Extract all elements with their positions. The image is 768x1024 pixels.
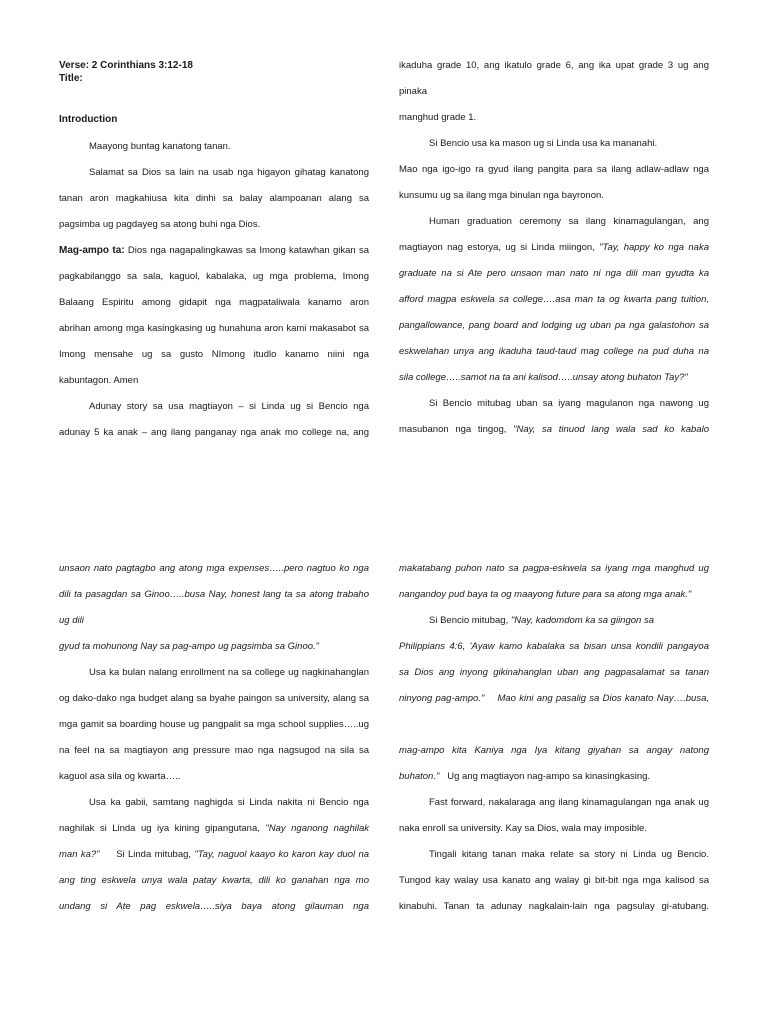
quote-line: eskwelahan unya ang ikaduha taud-taud mag college na pud duha na	[399, 346, 709, 357]
body-text: Si Linda mitubag,	[99, 849, 195, 860]
quote-line: dili ta pasagdan sa Ginoo…..busa Nay, honest lang ta sa atong trabaho	[59, 589, 369, 600]
body-line: Human graduation ceremony sa ilang kinamagulangan, ang	[429, 216, 709, 227]
body-line: pinaka	[399, 86, 427, 97]
body-line	[399, 771, 650, 783]
body-line	[399, 242, 709, 254]
quote-text: man ka?"	[59, 849, 100, 860]
quote-line: afford magpa eskwela sa college….asa man ta og kwarta pang tuition,	[399, 294, 709, 305]
body-line: na feel na sa magtiayon ang pressure mao nga nagsugod na sila sa	[59, 745, 369, 756]
title-label: Title:	[59, 73, 83, 84]
body-line: Usa ka bulan nalang enrollment na sa college ug nagkinahanglan	[89, 667, 369, 678]
quote-line: ug dili	[59, 615, 84, 626]
prayer-label: Mag-ampo ta:	[59, 245, 125, 256]
body-line: Imong mensahe ug sa gusto NImong itudlo kanamo niini nga	[59, 349, 369, 360]
body-line: tanan aron magkahiusa kita dinhi sa balay alampoanan alang sa	[59, 193, 369, 204]
body-line	[399, 424, 709, 436]
body-line: abrihan among mga kasingkasing ug hunahuna aron kami makasabot sa	[59, 323, 369, 334]
quote-line: Philippians 4:6, 'Ayaw kamo kabalaka sa bisan unsa kondili pangayoa	[399, 641, 709, 652]
body-line: Si Bencio mitubag uban sa iyang magulanon nga nawong ug	[429, 398, 709, 409]
body-line: og dako-dako nga budget alang sa byahe paingon sa university, alang sa	[59, 693, 369, 704]
body-line: kinabuhi. Tanan ta adunay nagkalain-lain nga pagsulay gi-atubang.	[399, 901, 709, 912]
body-text: Si Bencio mitubag,	[429, 615, 511, 626]
greeting-line: Maayong buntag kanatong tanan.	[89, 141, 231, 152]
body-line	[429, 615, 654, 627]
verse-reference: Verse: 2 Corinthians 3:12-18	[59, 60, 193, 71]
body-line: Mao nga igo-igo ra gyud ilang pangita para sa ilang adlaw-adlaw nga	[399, 164, 709, 175]
quote-text: buhaton."	[399, 771, 440, 782]
introduction-heading: Introduction	[59, 114, 118, 125]
body-text: masubanon nga tingog,	[399, 424, 514, 435]
quote-text: "Nay, sa tinuod lang wala sad ko kabalo	[513, 424, 709, 435]
body-line: Balaang Espiritu among gidapit nga magpataliwala kanamo aron	[59, 297, 369, 308]
quote-text: ninyong pag-ampo."	[399, 693, 485, 704]
body-line: adunay 5 ka anak – ang ilang panganay nga anak mo college na, ang	[59, 427, 369, 438]
quote-line: graduate na si Ate pero unsaon man nato ni nga dili man gyudta ka	[399, 268, 709, 279]
body-line: Usa ka gabii, samtang naghigda si Linda nakita ni Bencio nga	[89, 797, 369, 808]
body-line: kaguol asa sila og kwarta…..	[59, 771, 181, 782]
body-line: Tungod kay walay usa kanato ang walay gi bit-bit nga mga kalisod sa	[399, 875, 709, 886]
quote-line: makatabang puhon nato sa pagpa-eskwela sa iyang mga manghud ug	[399, 563, 709, 574]
quote-line: gyud ta mohunong Nay sa pag-ampo ug pagsimba sa Ginoo."	[59, 641, 320, 652]
body-text: Ug ang magtiayon nag-ampo sa kinasingkasing.	[439, 771, 651, 782]
quote-text: Mao kini ang pasalig sa Dios kanato Nay….busa,	[484, 693, 709, 704]
prayer-line	[59, 245, 369, 257]
body-line: Tingali kitang tanan maka relate sa story ni Linda ug Bencio.	[429, 849, 709, 860]
quote-line: undang si Ate pag eskwela…..siya baya atong gilauman nga	[59, 901, 369, 912]
body-line: naka enroll sa university. Kay sa Dios, wala may imposible.	[399, 823, 647, 834]
quote-line: sila college…..samot na ta ani kalisod…..unsay atong buhaton Tay?"	[399, 372, 688, 383]
quote-text: "Nay, kadomdom ka sa giingon sa	[510, 615, 654, 626]
quote-text: "Tay, naguol kaayo ko karon kay duol na	[194, 849, 370, 860]
body-line: Salamat sa Dios sa lain na usab nga higayon gihatag kanatong	[89, 167, 369, 178]
prayer-text: Dios nga nagapalingkawas sa Imong katawhan gikan sa	[124, 245, 369, 256]
quote-line: mag-ampo kita Kaniya nga Iya kitang giyahan sa angay natong	[399, 745, 709, 756]
body-line: Si Bencio usa ka mason ug si Linda usa ka mananahi.	[429, 138, 658, 149]
body-text: magtiayon nag estorya, ug si Linda miingon,	[399, 242, 600, 253]
body-line	[399, 693, 709, 705]
body-line: ikaduha grade 10, ang ikatulo grade 6, ang ika upat grade 3 ug ang	[399, 60, 709, 71]
body-line: Fast forward, nakalaraga ang ilang kinamagulangan nga anak ug	[429, 797, 709, 808]
body-line: manghud grade 1.	[399, 112, 477, 123]
body-line: Adunay story sa usa magtiayon – si Linda ug si Bencio nga	[89, 401, 369, 412]
body-line	[59, 849, 369, 861]
body-line: kabuntagon. Amen	[59, 375, 139, 386]
body-line	[59, 823, 369, 835]
quote-line: ang ting eskwela unya wala patay kwarta, dili ko ganahan nga mo	[59, 875, 369, 886]
quote-text: "Nay nganong naghilak	[265, 823, 369, 834]
body-line: mga gamit sa boarding house ug pangpalit sa mga school supplies…..ug	[59, 719, 369, 730]
body-line: kunsumu ug sa ilang mga binulan nga bayronon.	[399, 190, 604, 201]
quote-line: nangandoy pud baya ta og maayong future para sa atong mga anak."	[399, 589, 692, 600]
quote-line: sa Dios ang inyong gikinahanglan uban ang pagpasalamat sa tanan	[399, 667, 709, 678]
body-line: pagsimba ug pagdayeg sa atong buhi nga Dios.	[59, 219, 261, 230]
quote-line: pangallowance, pang board and lodging ug uban pa nga galastohon sa	[399, 320, 709, 331]
body-line: pagkabilanggo sa sala, kaguol, kabalaka, ug mga problema, Imong	[59, 271, 369, 282]
body-text: naghilak si Linda ug iya kining gipangutana,	[59, 823, 266, 834]
quote-line: unsaon nato pagtagbo ang atong mga expenses…..pero nagtuo ko nga	[59, 563, 369, 574]
quote-text: "Tay, happy ko nga naka	[599, 242, 709, 253]
